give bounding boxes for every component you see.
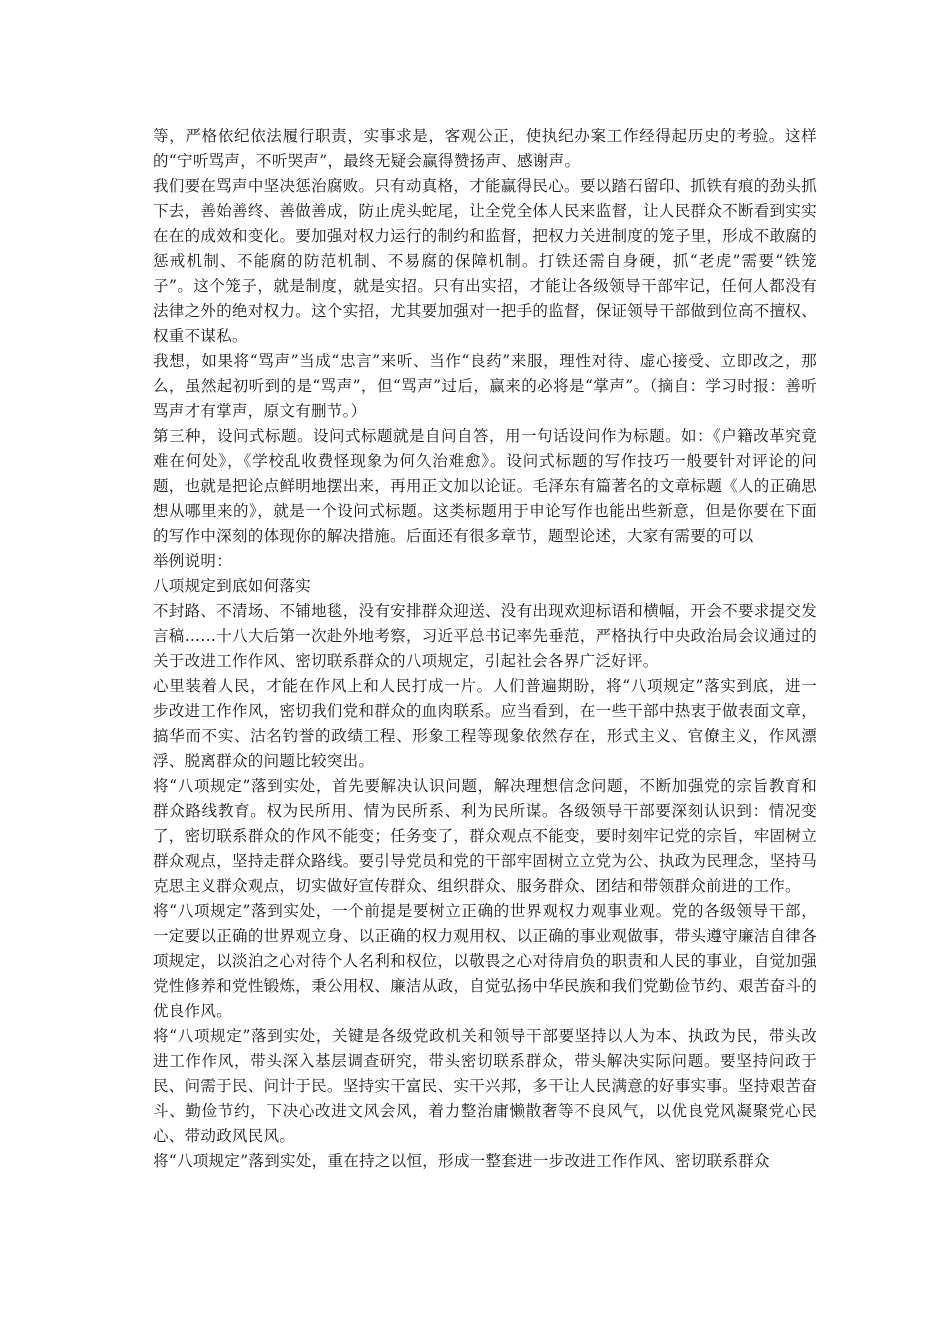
paragraph-question-title: 第三种，设问式标题。设问式标题就是自问自答，用一句话设问作为标题。如：《户籍改革究竟难在何处》，《学校乱收费怪现象为何久治难愈》。设问式标题的写作技巧一般要针对评论的问题，也就是把论点鲜明地摆出来，再用正文加以论证。毛泽东有篇著名的文章标题《人的正确思想从哪里来的》，就是一个设问式标题。这类标题用于申论写作也能出些新意，但是你要在下面的写作中深刻的体现你的解决措施。后面还有很多章节，题型论述，大家有需要的可以: [153, 427, 817, 545]
paragraph-conclusion: 我想，如果将“骂声”当成“忠言”来听、当作“良药”来服，理性对待、虚心接受、立即改之，那么，虽然起初听到的是“骂声”，但“骂声”过后，赢来的必将是“掌声”。（摘自：学习时报：善听骂声才有掌声，原文有删节。）: [153, 352, 817, 420]
paragraph-continuation: 等，严格依纪依法履行职责，实事求是，客观公正，使执纪办案工作经得起历史的考验。这样的“宁听骂声，不听哭声”，最终无疑会赢得赞扬声、感谢声。: [153, 127, 817, 170]
paragraph-first-point: 将“八项规定”落到实处，首先要解决认识问题，解决理想信念问题，不断加强党的宗旨教育和群众路线教育。权为民所用、情为民所系、利为民所谋。各级领导干部要深刻认识到：情况变了，密切联系群众的作风不能变；任务变了，群众观点不能变，要时刻牢记党的宗旨，牢固树立群众观点，坚持走群众路线。要引导党员和党的干部牢固树立立党为公、执政为民理念，坚持马克思主义群众观点，切实做好宣传群众、组织群众、服务群众、团结和带领群众前进的工作。: [153, 777, 817, 895]
paragraph-people-heart: 心里装着人民，才能在作风上和人民打成一片。人们普遍期盼，将“八项规定”落实到底，进一步改进工作作风，密切我们党和群众的血肉联系。应当看到，在一些干部中热衷于做表面文章，搞华而不实、沽名钓誉的政绩工程、形象工程等现象依然存在，形式主义、官僚主义，作风漂浮、脱离群众的问题比较突出。: [153, 677, 817, 770]
example-title: 八项规定到底如何落实: [153, 577, 312, 595]
document-body: [153, 124, 817, 1174]
paragraph-fourth-point: 将“八项规定”落到实处，重在持之以恒，形成一整套进一步改进工作作风、密切联系群众: [153, 1152, 770, 1170]
example-label: 举例说明：: [153, 552, 233, 570]
paragraph-anti-corruption: 我们要在骂声中坚决惩治腐败。只有动真格，才能赢得民心。要以踏石留印、抓铁有痕的劲头抓下去，善始善终、善做善成，防止虎头蛇尾，让全党全体人民来监督，让人民群众不断看到实实在在的成效和变化。要加强对权力运行的制约和监督，把权力关进制度的笼子里，形成不敢腐的惩戒机制、不能腐的防范机制、不易腐的保障机制。打铁还需自身硬，抓“老虎”需要“铁笼子”。这个笼子，就是制度，就是实招。只有出实招，才能让各级领导干部牢记，任何人都没有法律之外的绝对权力。这个实招，尤其要加强对一把手的监督，保证领导干部做到位高不擅权、权重不谋私。: [153, 177, 817, 345]
paragraph-second-point: 将“八项规定”落到实处，一个前提是要树立正确的世界观权力观事业观。党的各级领导干部，一定要以正确的世界观立身、以正确的权力观用权、以正确的事业观做事，带头遵守廉洁自律各项规定，以淡泊之心对待个人名利和权位，以敬畏之心对待肩负的职责和人民的事业，自觉加强党性修养和党性锻炼，秉公用权、廉洁从政，自觉弘扬中华民族和我们党勤俭节约、艰苦奋斗的优良作风。: [153, 902, 817, 1020]
paragraph-example-intro: 不封路、不清场、不铺地毯，没有安排群众迎送、没有出现欢迎标语和横幅，开会不要求提交发言稿……十八大后第一次赴外地考察，习近平总书记率先垂范，严格执行中央政治局会议通过的关于改进工作作风、密切联系群众的八项规定，引起社会各界广泛好评。: [153, 602, 817, 670]
paragraph-third-point: 将“八项规定”落到实处，关键是各级党政机关和领导干部要坚持以人为本、执政为民，带头改进工作作风，带头深入基层调查研究，带头密切联系群众，带头解决实际问题。要坚持问政于民、问需于民、问计于民。坚持实干富民、实干兴邦，多干让人民满意的好事实事。坚持艰苦奋斗、勤俭节约，下决心改进文风会风，着力整治庸懒散奢等不良风气，以优良党风凝聚党心民心、带动政风民风。: [153, 1027, 817, 1145]
